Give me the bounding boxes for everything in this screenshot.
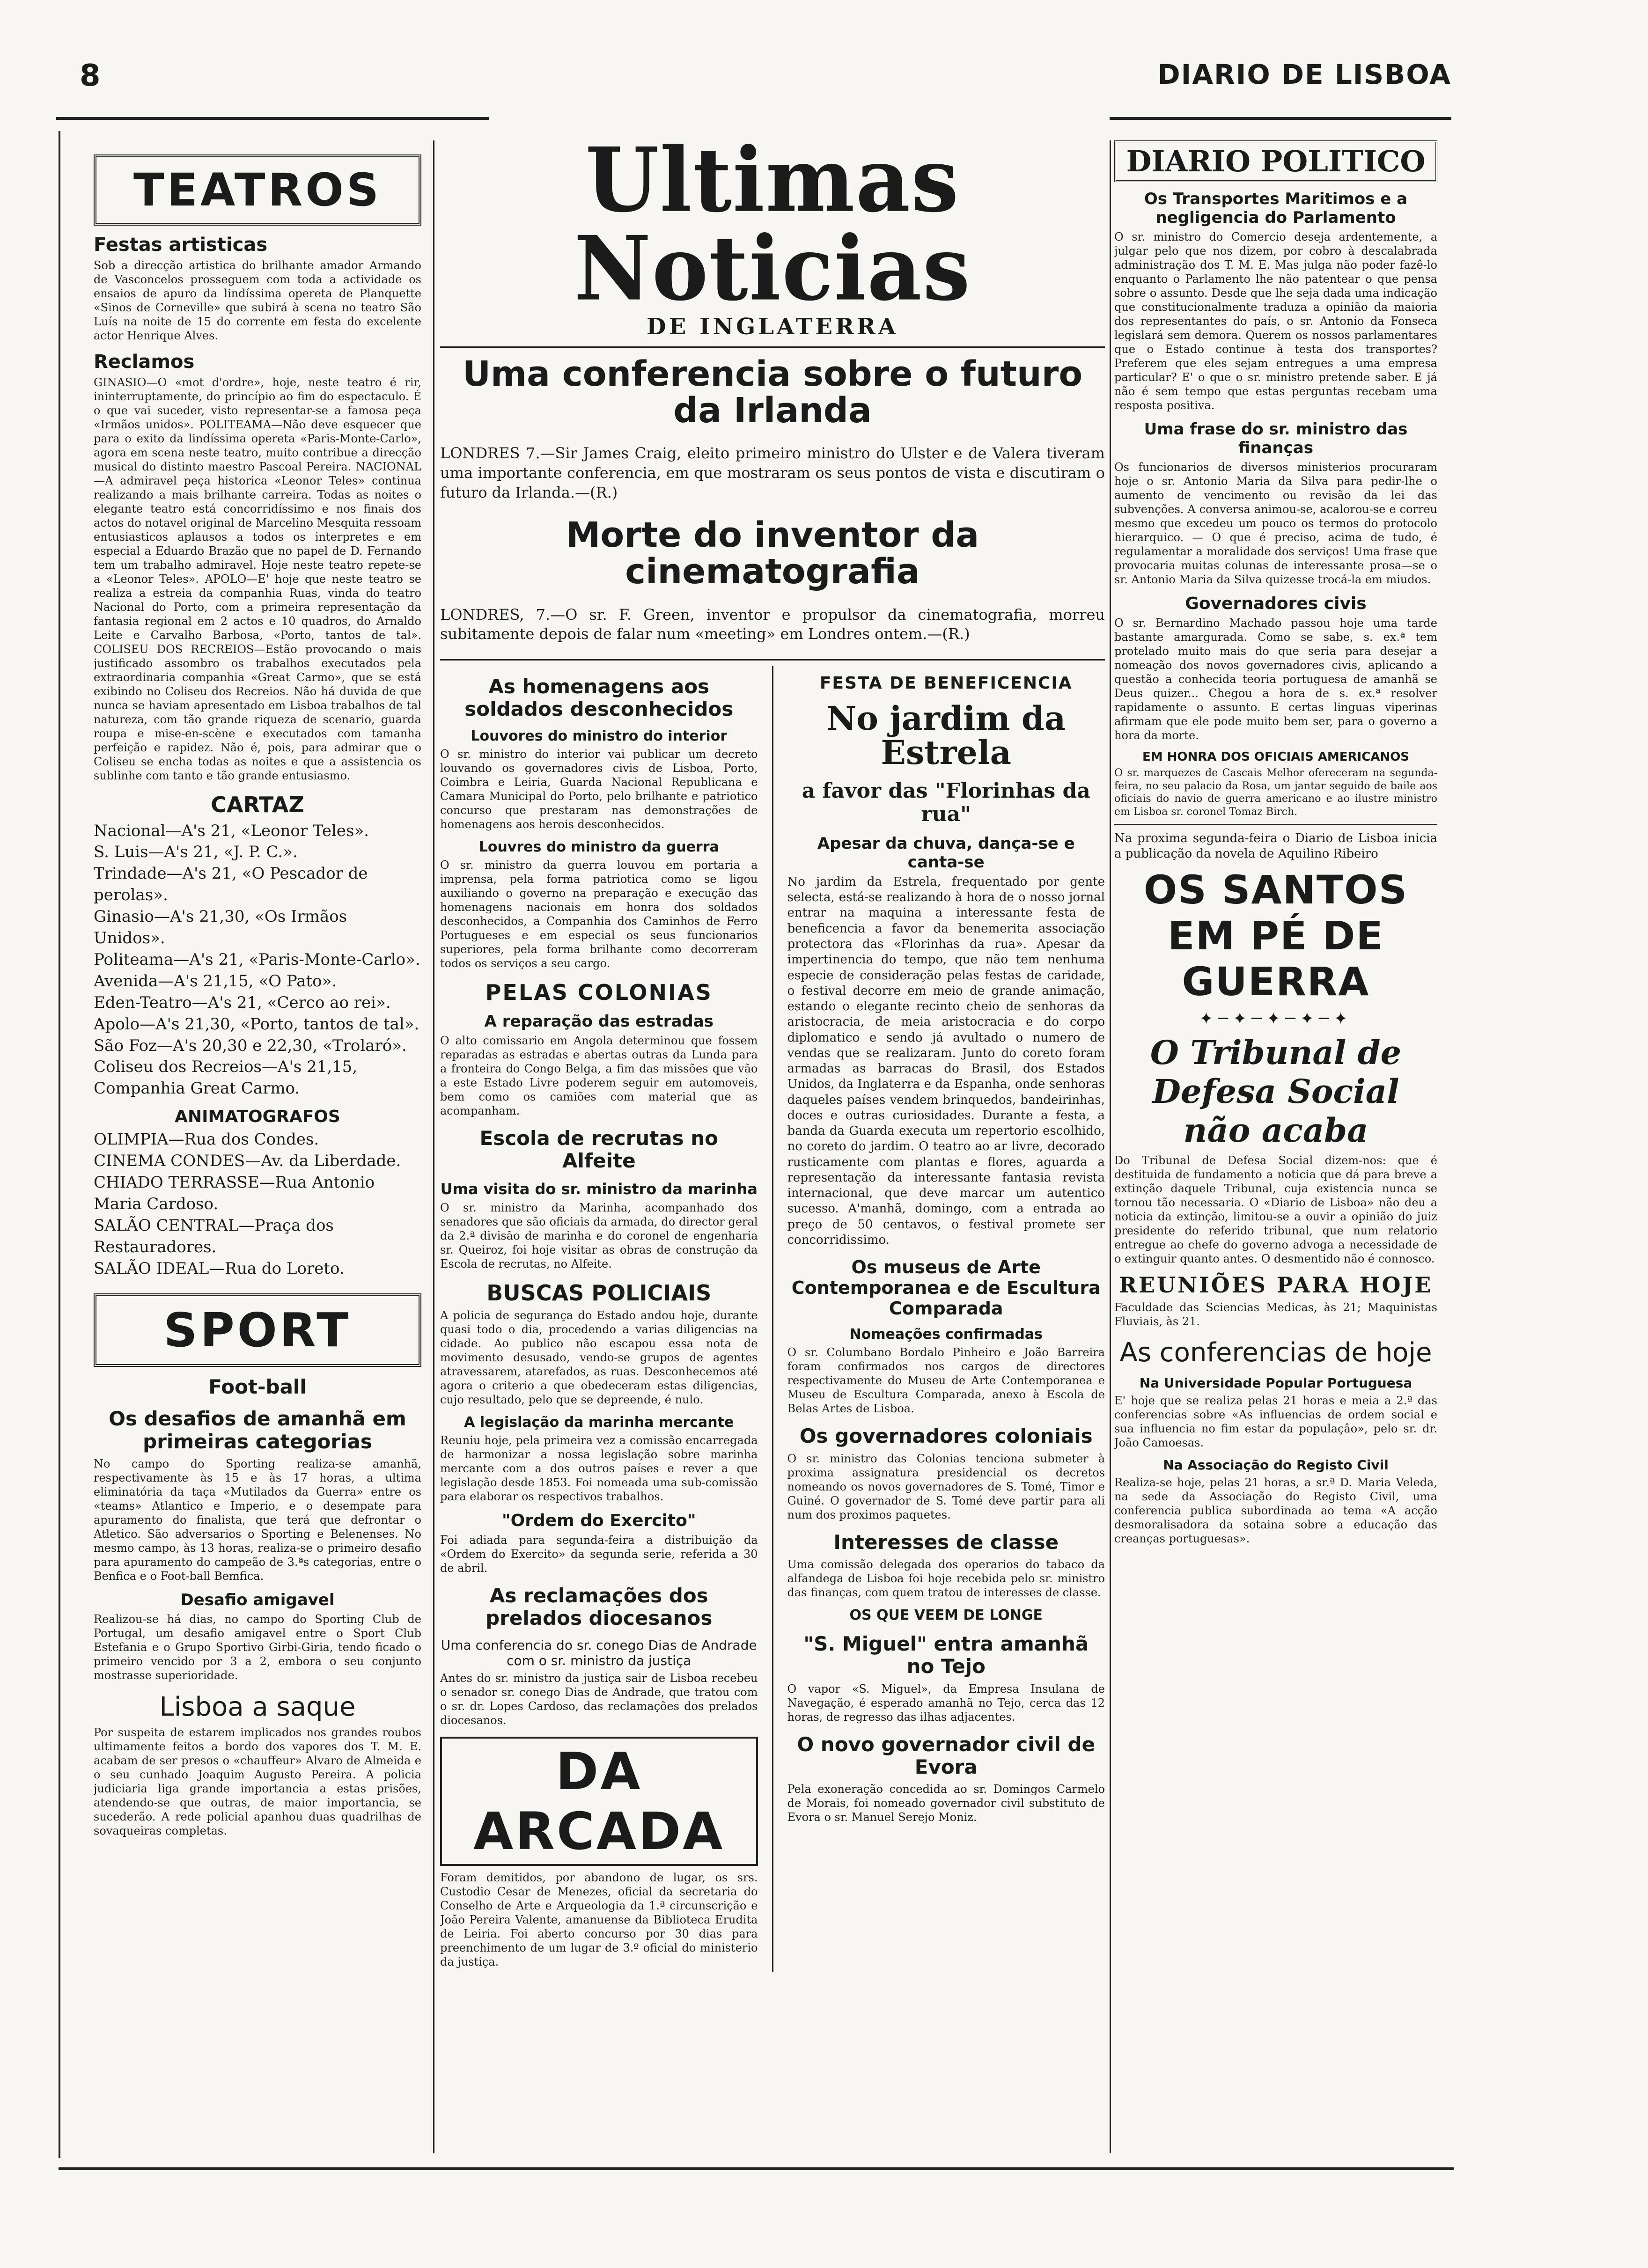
evora-headline: O novo governador civil de Evora: [797, 1732, 1096, 1778]
longe-heading: OS QUE VEEM DE LONGE: [849, 1607, 1043, 1623]
registo-heading: Na Associação do Registo Civil: [1163, 1457, 1389, 1473]
animatografos-list: [94, 1129, 421, 1279]
inventor-text: LONDRES, 7.—O sr. F. Green, inventor e propulsor da cinematografia, morreu subitamente depois de falar num «meeting» em Londres ontem.—(R.): [440, 605, 1105, 643]
estrela-headline: No jardim da Estrela: [826, 698, 1066, 772]
diario-politico-banner: DIARIO POLITICO: [1114, 140, 1437, 182]
buscas-text: A policia de segurança do Estado andou hoje, durante quasi todo o dia, procedendo a varias diligencias na cidade. Ao publico não escapou essa nota de movimento desusado, vendo-se grupos de agentes atravessarem, atarefados, as ruas. Desconhecemos até agora o criterio a que obedeceram estas diligencias, cujo resultado, pelo que se depreende, é nulo.: [440, 1309, 758, 1407]
miguel-text: O vapor «S. Miguel», da Empresa Insulana de Navegação, é esperado amanhã no Tejo, cerca das 12 horas, de regresso das ilhas adjacentes.: [787, 1682, 1105, 1724]
column-theatres-sport: [94, 140, 421, 1841]
cinema-item: CHIADO TERRASSE—Rua Antonio Maria Cardoso.: [94, 1173, 375, 1213]
ordem-heading: "Ordem do Exercito": [501, 1511, 696, 1531]
column-divider-2: [1110, 140, 1111, 2153]
cartaz-item: Nacional—A's 21, «Leonor Teles».: [94, 821, 369, 840]
evora-text: Pela exoneração concedida ao sr. Domingos Carmelo de Morais, foi nomeado governador civil substituto de Evora o sr. Manuel Serejo Moniz.: [787, 1783, 1105, 1824]
saque-text: Por suspeita de estarem implicados nos grandes roubos ultimamente feitos a bordo dos vapores dos T. M. E. acabam de ser presos o «chauffeur» Alvaro de Almeida e o seu cunhado Joaquim Augusto Pereira. A policia judiciaria liga grande importancia a estas prisões, atendendo-se que outras, de maior importancia, se sucederão. A rede policial apanhou duas quadrilhas de sovaqueiras completas.: [94, 1725, 421, 1837]
cinema-item: CINEMA CONDES—Av. da Liberdade.: [94, 1152, 401, 1171]
alfeite-headline: Escola de recrutas no Alfeite: [479, 1126, 718, 1173]
louvores1-heading: Louvores do ministro do interior: [471, 728, 728, 745]
cartaz-item: São Foz—A's 20,30 e 22,30, «Trolaró».: [94, 1036, 407, 1055]
column-divider-1: [433, 140, 434, 2153]
ordem-text: Foi adiada para segunda-feira a distribuição da «Ordem do Exercito» da segunda serie, referida a 30 de abril.: [440, 1534, 758, 1575]
teatros-banner: TEATROS: [94, 154, 421, 226]
cartaz-item: Politeama—A's 21, «Paris-Monte-Carlo».: [94, 950, 420, 969]
news-subcolumns: [440, 666, 1105, 1972]
miguel-headline: "S. Miguel" entra amanhã no Tejo: [803, 1632, 1089, 1678]
subcolumn-divider: [772, 666, 773, 1972]
saque-heading: Lisboa a saque: [159, 1692, 356, 1722]
news-right-subcolumn: [787, 666, 1105, 1972]
conferencias-headline: As conferencias de hoje: [1119, 1337, 1432, 1368]
cartaz-item: Avenida—A's 21,15, «O Pato».: [94, 971, 337, 991]
cartaz-item: Eden-Teatro—A's 21, «Cerco ao rei».: [94, 993, 391, 1012]
cartaz-item: Coliseu dos Recreios—A's 21,15, Companhia Great Carmo.: [94, 1057, 358, 1098]
arcada-banner: DA ARCADA: [440, 1737, 758, 1866]
arcada-text: Foram demitidos, por abandono de lugar, os srs. Custodio Cesar de Menezes, oficial da secretaria do Conselho de Arte e Arqueologia da 1.ª circunscrição e João Pereira Valente, amanuense da Biblioteca Erudita de Leiria. Foi aberto concurso por 30 dias para preenchimento de um lugar de 3.º oficial do ministerio da justiça.: [440, 1871, 758, 1968]
honra-heading: EM HONRA DOS OFICIAIS AMERICANOS: [1142, 750, 1410, 764]
column-politics: [1114, 140, 1437, 1549]
visita-text: O sr. ministro da Marinha, acompanhado dos senadores que são oficiais da armada, do director geral da 2.ª divisão de marinha e do coronel de engenharia sr. Queiroz, foi hoje visitar as obras de construção da Escola de recrutas, no Alfeite.: [440, 1201, 758, 1270]
cinema-item: SALÃO CENTRAL—Praça dos Restauradores.: [94, 1216, 334, 1256]
ornament: ✦─✦─✦─✦─✦: [1199, 1009, 1353, 1028]
cinema-item: SALÃO IDEAL—Rua do Loreto.: [94, 1259, 345, 1278]
cartaz-item: Apolo—A's 21,30, «Porto, tantos de tal».: [94, 1014, 419, 1034]
nomeacoes-heading: Nomeações confirmadas: [849, 1326, 1043, 1343]
bottom-rule: [59, 2167, 1454, 2170]
inglaterra-subtitle: DE INGLATERRA: [647, 314, 898, 340]
buscas-headline: BUSCAS POLICIAIS: [486, 1280, 712, 1306]
news-left-subcolumn: [440, 666, 758, 1972]
animatografos-heading: ANIMATOGRAFOS: [175, 1107, 340, 1127]
colonias-headline: PELAS COLONIAS: [485, 980, 713, 1006]
chuva-text: No jardim da Estrela, frequentado por gente selecta, está-se realizando à hora de o nosso jornal entrar na maquina a interessante festa de beneficencia a favor da benemerita associação protectora das «Florinhas da rua». Apesar da impertinencia do tempo, que não tem nenhuma especie de consideração pelas festas de caridade, o festival decorre em meio de grande animação, estando o elegante recinto cheio de senhoras da aristocracia, de meia aristocracia e do corpo diplomatico e sendo já avultado o numero de vendas que se realizaram. Junto do coreto foram armadas as barracas do Brasil, dos Estados Unidos, da Inglaterra e da Espanha, onde senhoras daqueles países vendem brinquedos, bandeirinhas, doces e outras curiosidades. Durante a festa, a banda da Guarda executa um repertorio escolhido, no coreto do jardim. O teatro ao ar livre, decorado rusticamente com plantas e flores, aguarda a representação da interessante fantasia revista internacional, que deve marcar um autentico sucesso. A'manhã, domingo, com a entrada ao preço de 50 centavos, o festival promete ser concorridissimo.: [787, 874, 1105, 1248]
irlanda-headline: Uma conferencia sobre o futuro da Irlanda: [462, 354, 1083, 431]
novela-text: Na proxima segunda-feira o Diario de Lisboa inicia a publicação da novela de Aquilino Ribeiro: [1114, 831, 1437, 861]
inventor-headline: Morte do inventor da cinematografia: [566, 515, 979, 592]
column-latest-news: [440, 140, 1105, 1972]
reclamos-text: GINASIO—O «mot d'ordre», hoje, neste teatro é rir, ininterruptamente, do princípio ao fim do espectaculo. É o que vai suceder, visto representar-se a famosa peça «Irmãos unidos». POLITEAMA—Não deve esquecer que para o exito da lindíssima opereta «Paris-Monte-Carlo», agora em scena neste teatro, muito contribue a direcção musical do distinto maestro Pascoal Pereira. NACIONAL—A admiravel peça historica «Leonor Teles» continua realizando a mais brilhante carreira. Todas as noites o elegante teatro está concorridíssimo e nos finais dos actos do notavel original de Marcelino Mesquita ressoam entusiasticos aplausos a todos os interpretes e em especial a Eduardo Brazão que no papel de D. Fernando tem um trabalho admiravel. Hoje neste teatro repete-se a «Leonor Teles». APOLO—E' hoje que neste teatro se realiza a estreia da companhia Ruas, vinda do teatro Nacional do Porto, com a primeira representação da fantasia regional em 2 actos e 10 quadros, do Arnaldo Leite e Carvalho Barbosa, «Porto, tantos de tal». COLISEU DOS RECREIOS—Estão provocando o mais justificado assombro os trabalhos executados pela extraordinaria companhia «Great Carmo», que se está exibindo no Coliseu dos Recreios. Não há duvida de que nunca se haviam apresentado em Lisboa trabalhos de tal natureza, com tão grande riqueza de scenario, guarda roupa e mise-en-scène e executados com tamanha perfeição e rapidez. Não é, pois, para admirar que o Coliseu se encha todas as noites e que a assistencia os sublinhe com tanto e tão grande entusiasmo.: [94, 376, 421, 782]
left-border: [59, 131, 60, 2158]
estradas-text: O alto comissario em Angola determinou que fossem reparadas as estradas e abertas outras da Lunda para a fronteira do Congo Belga, a fim das missões que vão a este Estado Livre poderem seguir em automoveis, bem como os camiões com material que as acompanham.: [440, 1034, 758, 1117]
homenagens-headline: As homenagens aos soldados desconhecidos: [464, 675, 734, 721]
cinema-item: OLIMPIA—Rua dos Condes.: [94, 1130, 319, 1149]
festas-heading: Festas artisticas: [94, 234, 268, 256]
publication-name: DIARIO DE LISBOA: [1157, 59, 1451, 90]
sport-banner: SPORT: [94, 1293, 421, 1367]
cartaz-item: Ginasio—A's 21,30, «Os Irmãos Unidos».: [94, 907, 347, 948]
honra-text: O sr. marquezes de Cascais Melhor ofereceram na segunda-feira, no seu palacio da Rosa, um jantar seguido de baile aos oficiais do navio de guerra americano e ao ilustre ministro em Lisboa sr. coronel Tomaz Birch.: [1114, 767, 1437, 818]
estrela-subheadline: a favor das "Florinhas da rua": [802, 778, 1090, 827]
prelados-text: Antes do sr. ministro da justiça sair de Lisboa recebeu o senador sr. conego Dias de Andrade, que tratou com o sr. dr. Lopes Cardoso, das reclamações dos prelados diocesanos.: [440, 1671, 758, 1727]
classe-text: Uma comissão delegada dos operarios do tabaco da alfandega de Lisboa foi hoje recebida pelo sr. ministro das finanças, com quem tratou de interesses de classe.: [787, 1557, 1105, 1599]
reunioes-text: Faculdade das Sciencias Medicas, às 21; Maquinistas Fluviais, às 21.: [1114, 1300, 1437, 1328]
popular-heading: Na Universidade Popular Portuguesa: [1139, 1375, 1413, 1391]
transportes-text: O sr. ministro do Comercio deseja ardentemente, a julgar pelo que nos dizem, por cobro à descalabrada administração dos T. M. E. Mas julga não poder fazê-lo enquanto o Parlamento lhe não patentear o que pensa sobre o assunto. Desde que lhe seja dada uma indicação que constitucionalmente traduza a opinião da maioria dos representantes do país, o sr. Antonio da Fonseca legislará sem demora. Querem os nossos parlamentares que o Estado continue à testa dos transportes? Preferem que eles sejam entregues a uma empresa particular? E' o que o sr. ministro pretende saber. E já não é sem tempo que estas perguntas recebam uma resposta positiva.: [1114, 230, 1437, 412]
legislacao-heading: A legislação da marinha mercante: [464, 1414, 734, 1431]
registo-text: Realiza-se hoje, pelas 21 horas, a sr.ª D. Maria Veleda, na sede da Associação do Registo Civil, uma conferencia publica subordinada ao tema «A acção desmoralisadora da sotaina sobre a educação das creanças portuguesas».: [1114, 1475, 1437, 1545]
reclamos-heading: Reclamos: [94, 351, 195, 373]
santos-banner: OS SANTOS EM PÉ DE GUERRA: [1143, 866, 1408, 1005]
page-number: 8: [80, 59, 101, 93]
football-heading: Foot-ball: [208, 1375, 307, 1399]
popular-text: E' hoje que se realiza pelas 21 horas e meia a 2.ª das conferencias sobre «As influencias de ordem social e sua influencia no fim estar da populaçâo», pelo sr. dr. João Camoesas.: [1114, 1394, 1437, 1449]
amigavel-heading: Desafio amigavel: [180, 1591, 335, 1609]
museus-headline: Os museus de Arte Contemporanea e de Escultura Comparada: [791, 1257, 1101, 1319]
prelados-subheading: Uma conferencia do sr. conego Dias de Andrade com o sr. ministro da justiça: [441, 1637, 757, 1668]
civis-text: O sr. Bernardino Machado passou hoje uma tarde bastante amargurada. Como se sabe, s. ex.ª tem protelado muito mais do que seria para desejar a nomeação dos novos governadores civis, aplicando a questão a conhecida teoria portuguesa de amanhã se Deus quizer... Chegou a hora de s. ex.ª resolver rapidamente o assunto. E certas linguas viperinas afirmam que ele pode muito bem ser, para o governo a hora da morte.: [1114, 617, 1437, 742]
desafios-text: No campo do Sporting realiza-se amanhã, respectivamente às 15 e às 17 horas, a ultima eliminatória da taça «Mutilados da Guerra» entre os «teams» Atlantico e Imperio, e o desempate para apuramento do finalista, que terá que defrontar o Atletico. São adversarios o Sporting e Belenenses. No mesmo campo, às 13 horas, realiza-se o primeiro desafio para apuramento do campeão de 3.ªs categorias, entre o Benfica e o Foot-ball Bemfica.: [94, 1457, 421, 1583]
festa-heading: FESTA DE BENEFICENCIA: [819, 673, 1073, 693]
cartaz-item: Trindade—A's 21, «O Pescador de perolas».: [94, 864, 368, 905]
cartaz-list: [94, 821, 421, 1100]
estradas-heading: A reparação das estradas: [484, 1012, 714, 1031]
frase-text: Os funcionarios de diversos ministerios procuraram hoje o sr. Antonio Maria da Silva para pedir-lhe o aumento de vencimento ou revisão da lei das subvenções. A conversa animou-se, acalorou-se e correu mesmo que excedeu um pouco os termos do protocolo hierarquico. — O que é preciso, acima de tudo, é regulamentar a moralidade dos serviços! Uma frase que provocaria muitas colunas de interessante prosa—se o sr. Antonio Maria da Silva quizesse trocá-la em miudos.: [1114, 461, 1437, 586]
civis-heading: Governadores civis: [1185, 594, 1367, 613]
festas-text: Sob a direcção artistica do brilhante amador Armando de Vasconcelos prosseguem com toda a actividade os ensaios de apuro da lindíssima opereta de Planquette «Sinos de Corneville» que subirá à scena no teatro São Luís na noite de 15 do corrente em festa do excelente actor Henrique Alves.: [94, 259, 421, 342]
cartaz-item: S. Luis—A's 21, «J. P. C.».: [94, 843, 298, 862]
louvores1-text: O sr. ministro do interior vai publicar um decreto louvando os governadores civis de Lisboa, Porto, Coimbra e Leiria, Guarda Nacional Republicana e Camara Municipal do Porto, pelo brilhante e patriotico concurso que prestaram nas demonstrações de homenagens aos herois desconhecidos.: [440, 748, 758, 831]
transportes-heading: Os Transportes Maritimos e a negligencia do Parlamento: [1144, 190, 1408, 227]
tribunal-headline: O Tribunal de Defesa Social não acaba: [1150, 1033, 1402, 1150]
chuva-heading: Apesar da chuva, dança-se e canta-se: [817, 834, 1075, 872]
governadores-text: O sr. ministro das Colonias tenciona submeter à proxima assignatura presidencial os decretos nomeando os novos governadores de S. Tomé, Timor e Guiné. O governador de S. Tomé deve partir para ali num dos proximos paquetes.: [787, 1452, 1105, 1521]
tribunal-text: Do Tribunal de Defesa Social dizem-nos: que é destituida de fundamento a noticia que dá para breve a extinção daquele Tribunal, cuja existencia nunca se tornou tão necessaria. O «Diario de Lisboa» não deu a noticia da extinção, limitou-se a ouvir a opinião do juiz presidente do referido tribunal, que num relatorio entregue ao chefe do governo advoga a necessidade de o extinguir quanto antes. O desmentido não é connosco.: [1114, 1153, 1437, 1265]
nomeacoes-text: O sr. Columbano Bordalo Pinheiro e João Barreira foram confirmados nos cargos de directores respectivamente do Museu de Arte Contemporanea e Museu de Escultura Comparada, anexo à Escola de Belas Artes de Lisboa.: [787, 1346, 1105, 1416]
top-rule-right: [1110, 117, 1451, 120]
divider: [440, 346, 1105, 348]
visita-heading: Uma visita do sr. ministro da marinha: [440, 1180, 758, 1198]
amigavel-text: Realizou-se há dias, no campo do Sporting Club de Portugal, um desafio amigavel entre o Sport Club Estefania e o Grupo Sportivo Girbi-Giria, tendo ficado o primeiro vencido por 3 a 2, embora o seu conjunto mostrasse superioridade.: [94, 1613, 421, 1682]
top-rule-left: [56, 117, 489, 120]
divider: [440, 659, 1105, 661]
legislacao-text: Reuniu hoje, pela primeira vez a comissão encarregada de harmonizar a nossa legislação sobre marinha mercante com a dos outros países e rever a que legislação desde 1853. Foi nomeada uma sub-comissão para elaborar os respectivos trabalhos.: [440, 1434, 758, 1504]
reunioes-heading: REUNIÕES PARA HOJE: [1118, 1272, 1433, 1298]
prelados-headline: As reclamações dos prelados diocesanos: [486, 1584, 713, 1630]
louvores2-heading: Louvres do ministro da guerra: [478, 839, 719, 856]
frase-heading: Uma frase do sr. ministro das finanças: [1144, 420, 1408, 457]
irlanda-text: LONDRES 7.—Sir James Craig, eleito primeiro ministro do Ulster e de Valera tiveram uma importante conferencia, em que mostraram os seus pontos de vista e discutiram o futuro da Irlanda.—(R.): [440, 444, 1105, 501]
classe-headline: Interesses de classe: [833, 1530, 1059, 1554]
ultimas-noticias-title: Ultimas Noticias: [574, 140, 971, 321]
louvores2-text: O sr. ministro da guerra louvou em portaria a imprensa, pela forma patriotica como se ligou auxiliando o governo na preparação e execução das homenagens nacionais em honra dos soldados desconhecidos, a Companhia dos Caminhos de Ferro Portugueses e em especial os seus funcionarios superiores, pela forma brilhante como decorreram todos os serviços a seu cargo.: [440, 859, 758, 970]
divider: [1114, 824, 1437, 825]
desafios-heading: Os desafios de amanhã em primeiras categorias: [109, 1407, 406, 1453]
governadores-headline: Os governadores coloniais: [799, 1424, 1093, 1448]
cartaz-heading: CARTAZ: [211, 792, 304, 817]
